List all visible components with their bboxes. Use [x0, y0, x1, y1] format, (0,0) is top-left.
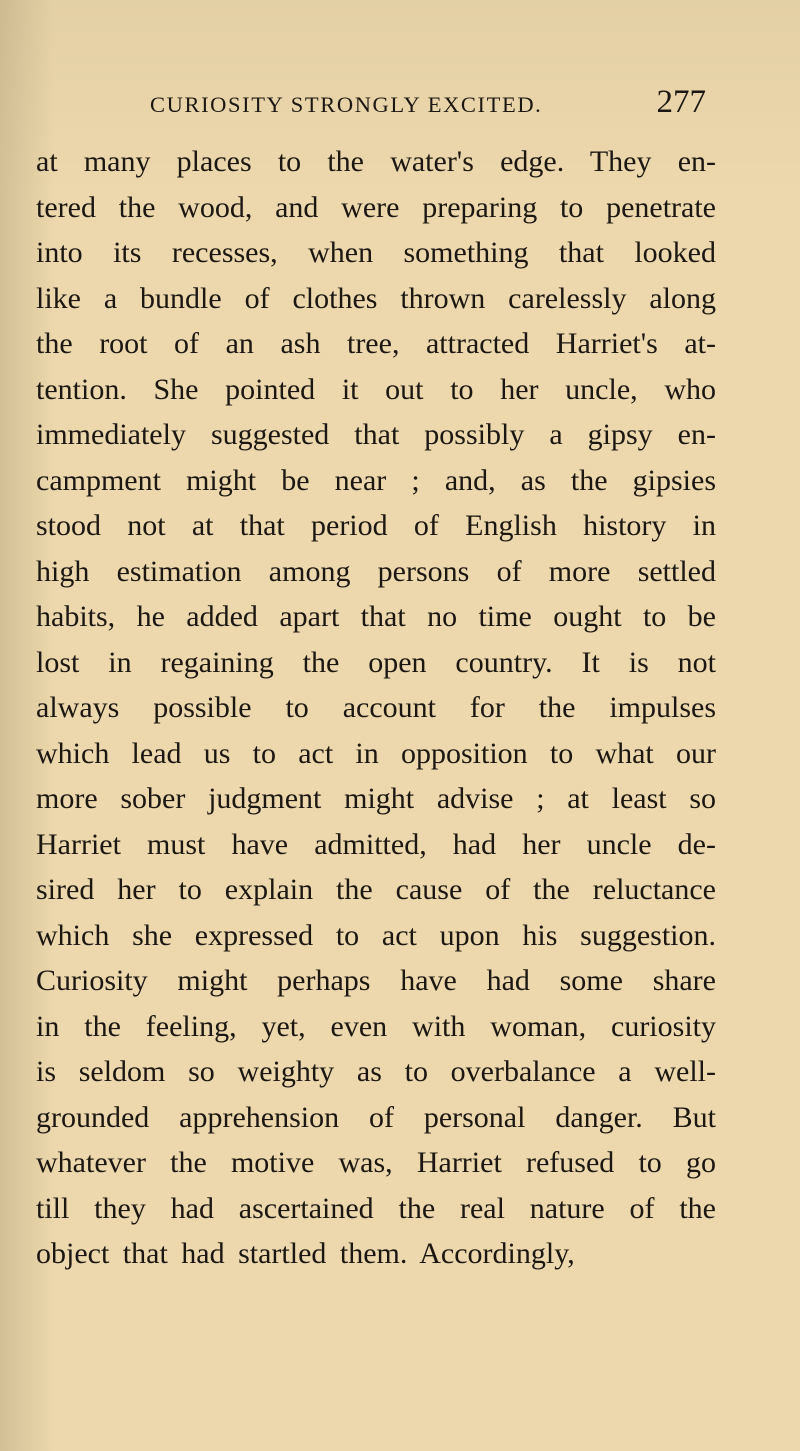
text-line: high estimation among persons of more settled: [36, 554, 716, 588]
text-line: which she expressed to act upon his suggestion.: [36, 918, 716, 952]
text-line: into its recesses, when something that looked: [36, 236, 716, 269]
page-number: 277: [656, 84, 706, 120]
page-header: [150, 84, 710, 128]
text-line: is seldom so weighty as to overbalance a well-: [36, 1055, 716, 1088]
text-line: whatever the motive was, Harriet refused to go: [36, 1146, 716, 1179]
text-line: tention. She pointed it out to her uncle, who: [36, 372, 716, 406]
text-line: immediately suggested that possibly a gipsy en-: [36, 418, 716, 451]
text-line: object that had startled them. Accordingly,: [36, 1237, 575, 1270]
text-line: grounded apprehension of personal danger. But: [36, 1100, 716, 1134]
text-line: habits, he added apart that no time ought to be: [36, 600, 716, 633]
text-line: sired her to explain the cause of the reluctance: [36, 873, 716, 906]
text-line: in the feeling, yet, even with woman, curiosity: [36, 1009, 716, 1043]
text-line: always possible to account for the impulses: [36, 691, 716, 724]
text-line: Harriet must have admitted, had her uncle de-: [36, 827, 716, 861]
text-line: tered the wood, and were preparing to penetrate: [36, 190, 716, 224]
text-line: campment might be near ; and, as the gipsies: [36, 463, 716, 497]
text-line: like a bundle of clothes thrown carelessly along: [36, 281, 716, 315]
text-line: more sober judgment might advise ; at least so: [36, 782, 716, 815]
text-line: at many places to the water's edge. They en-: [36, 145, 716, 178]
body-text: [36, 139, 716, 1277]
running-head: CURIOSITY STRONGLY EXCITED.: [150, 92, 543, 117]
text-line: which lead us to act in opposition to what our: [36, 736, 716, 770]
text-line: till they had ascertained the real nature of the: [36, 1191, 716, 1225]
text-line: the root of an ash tree, attracted Harriet's at-: [36, 327, 716, 360]
text-line: lost in regaining the open country. It is not: [36, 645, 716, 679]
text-line: stood not at that period of English history in: [36, 509, 716, 542]
text-line: Curiosity might perhaps have had some share: [36, 964, 716, 997]
